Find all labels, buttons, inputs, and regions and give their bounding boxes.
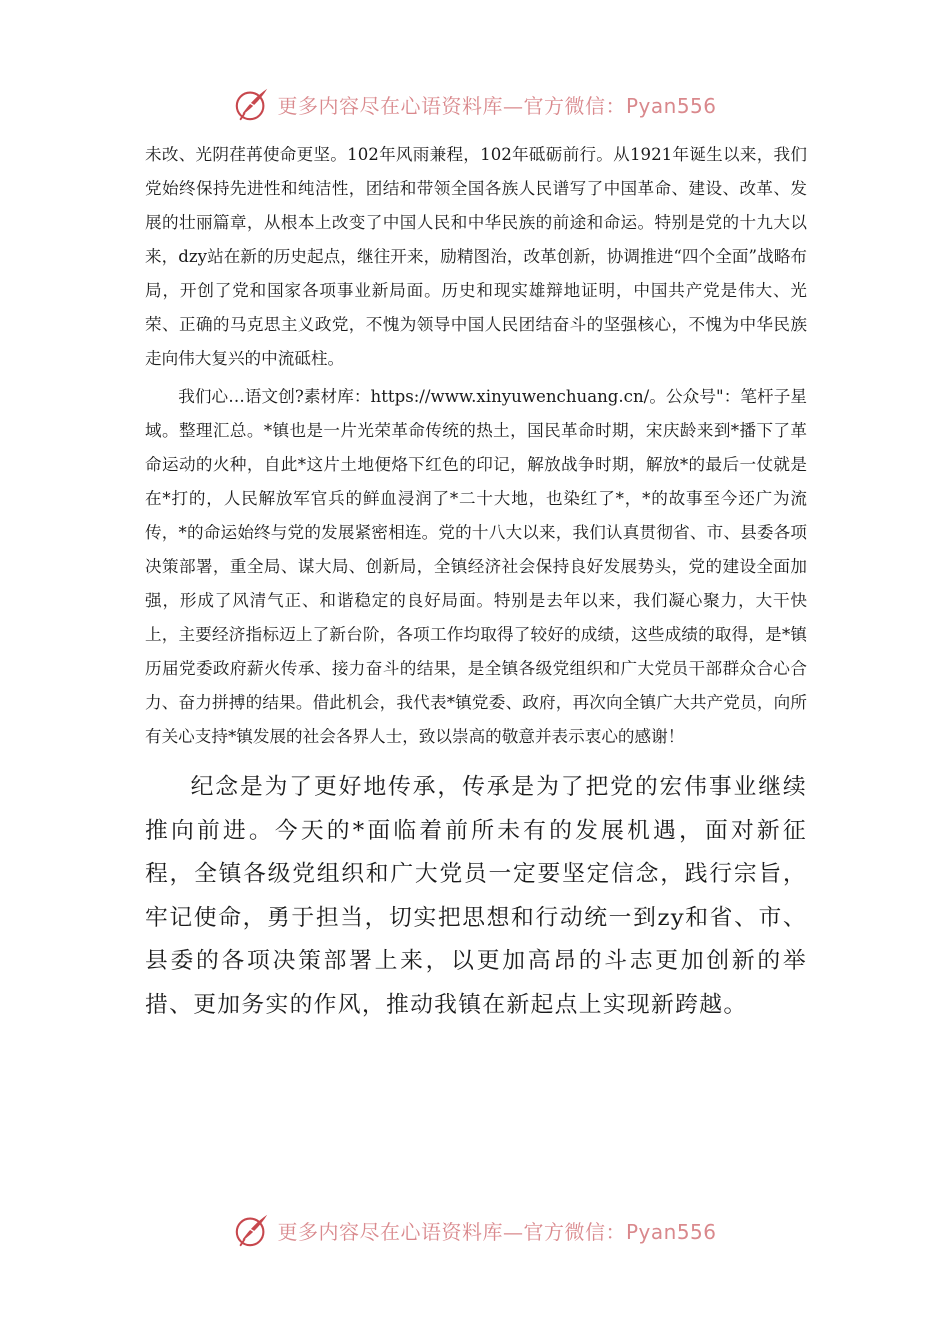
watermark-text-cn: 更多内容尽在心语资料库—官方微信： — [277, 93, 626, 118]
paragraph-3: 纪念是为了更好地传承，传承是为了把党的宏伟事业继续推向前进。今天的*面临着前所未有的发展机遇，面对新征程，全镇各级党组织和广大党员一定要坚定信念，践行宗旨，牢记使命，勇于担当，切实把思想和行动统一到zy和省、市、县委的各项决策部署上来，以更加高昂的斗志更加创新的举措、更加务实的作风，推动我镇在新起点上实现新跨越。 — [145, 774, 807, 1018]
watermark-wechat-id: Pyan556 — [625, 1219, 717, 1244]
paragraph-1: 未改、光阴荏苒使命更坚。102年风雨兼程，102年砥砺前行。从1921年诞生以来，我们党始终保持先进性和纯洁性，团结和带领全国各族人民谱写了中国革命、建设、改革、发展的壮丽篇章，从根本上改变了中国人民和中华民族的前途和命运。特别是党的十九大以来，dzy站在新的历史起点，继往开来，励精图治，改革创新，协调推进“四个全面”战略布局，开创了党和国家各项事业新局面。历史和现实雄辩地证明，中国共产党是伟大、光荣、正确的马克思主义政党，不愧为领导中国人民团结奋斗的坚强核心，不愧为中华民族走向伟大复兴的中流砥柱。 — [145, 145, 807, 368]
quill-logo-icon — [233, 85, 271, 123]
header-watermark — [0, 82, 950, 126]
watermark-text-cn: 更多内容尽在心语资料库—官方微信： — [277, 1219, 626, 1244]
paragraph-2: 我们心…语文创?素材库：https://www.xinyuwenchuang.cn/。公众号"：笔杆子星域。整理汇总。*镇也是一片光荣革命传统的热土，国民革命时期，宋庆龄来到*播下了革命运动的火种，自此*这片土地便烙下红色的印记，解放战争时期，解放*的最后一仗就是在*打的，人民解放军官兵的鲜血浸润了*二十大地，也染红了*，*的故事至今还广为流传，*的命运始终与党的发展紧密相连。党的十八大以来，我们认真贯彻省、市、县委各项决策部署，重全局、谋大局、创新局，全镇经济社会保持良好发展势头，党的建设全面加强，形成了风清气正、和谐稳定的良好局面。特别是去年以来，我们凝心聚力，大干快上，主要经济指标迈上了新台阶，各项工作均取得了较好的成绩，这些成绩的取得，是*镇历届党委政府薪火传承、接力奋斗的结果，是全镇各级党组织和广大党员干部群众合心合力、奋力拼搏的结果。借此机会，我代表*镇党委、政府，再次向全镇广大共产党员，向所有关心支持*镇发展的社会各界人士，致以崇高的敬意并表示衷心的感谢！ — [145, 387, 807, 746]
document-body — [145, 138, 807, 1027]
watermark-text — [277, 90, 716, 119]
watermark-text — [277, 1216, 716, 1245]
watermark-wechat-id: Pyan556 — [625, 93, 717, 118]
footer-watermark — [0, 1208, 950, 1252]
quill-logo-icon — [233, 1211, 271, 1249]
